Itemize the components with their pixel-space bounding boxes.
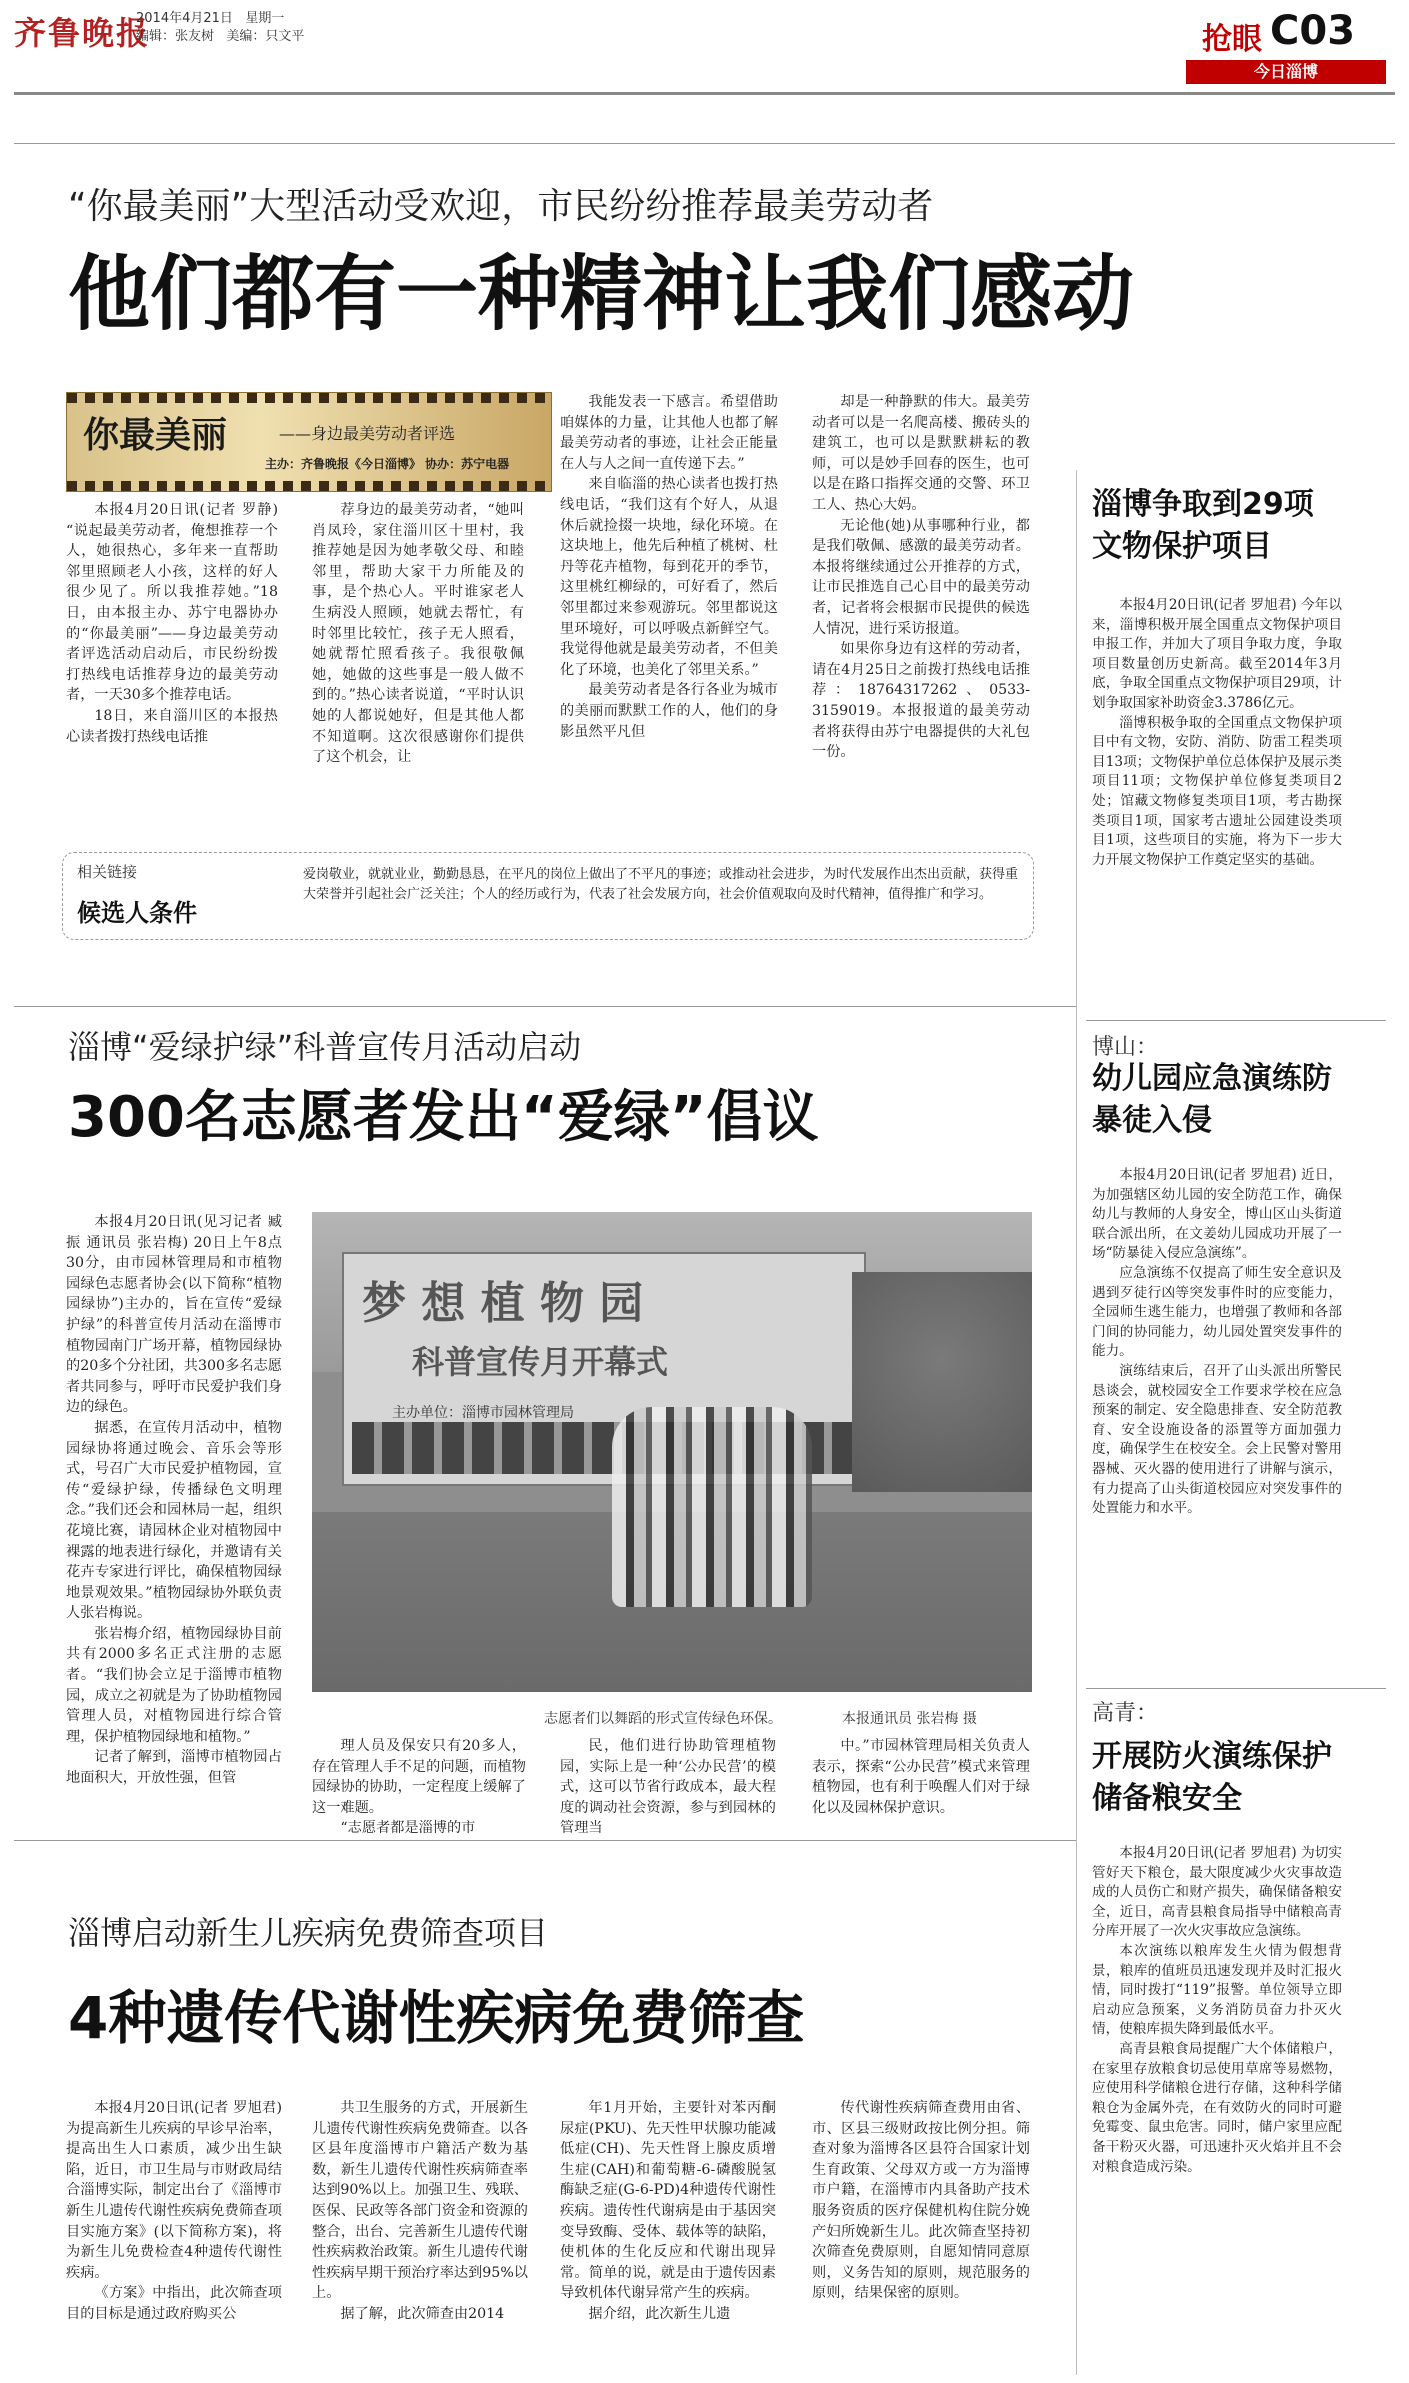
story1-col3 [560, 392, 778, 820]
issue-weekday: 星期一 [245, 11, 285, 26]
photo-credit: 本报通讯员 张岩梅 摄 [842, 1711, 977, 1727]
story2-col3: 民，他们进行协助管理植物园，实际上是一种‘公办民营’的模式，这可以节省行政成本，最大程度的调动社会资源，参与到园林的管理当 [560, 1738, 776, 1837]
banner-sponsor: 主办：齐鲁晚报《今日淄博》 协办：苏宁电器 [265, 457, 510, 471]
banner-logo: 你最美丽 [83, 414, 228, 456]
sidebar-s3-text [1092, 1844, 1342, 2364]
paragraph: 最美劳动者是各行各业为城市的美丽而默默工作的人，他们的身影虽然平凡但 [560, 682, 778, 740]
masthead-meta [136, 10, 304, 46]
photo-caption: 志愿者们以舞蹈的形式宣传绿色环保。 [544, 1711, 782, 1727]
page-number: C03 [1270, 8, 1356, 54]
sidebar-s1-text [1092, 596, 1342, 986]
related-box [62, 852, 1034, 940]
story3-headline: 4种遗传代谢性疾病免费筛查 [68, 1984, 805, 2052]
photo-banner-title: 梦 想 植 物 园 [362, 1278, 644, 1329]
paragraph: 本报4月20日讯(记者 罗旭君) 今年以来，淄博积极开展全国重点文物保护项目申报工作，并加大了项目争取力度，争取项目数量创历史新高。截至2014年3月底，争取全国重点文物保护项目29项，计划争取国家补助资金3.3786亿元。 [1092, 597, 1342, 711]
story1-col1 [66, 500, 278, 820]
story3-col1 [66, 2098, 282, 2368]
photo-banner-host: 主办单位：淄博市园林管理局 [392, 1405, 574, 1421]
paragraph: 本报4月20日讯(见习记者 臧振 通讯员 张岩梅) 20日上午8点30分，由市园林管理局和市植物园绿色志愿者协会(以下简称“植物园绿协”)主办的，旨在宣传“爱绿护绿”的科普宣传月活动在淄博市植物园南门广场开幕，植物园绿协的20多个分社团，共300多名志愿者共同参与，呼吁市民爱护我们身边的绿色。 [66, 1214, 282, 1416]
paragraph: 据悉，在宣传月活动中，植物园绿协将通过晚会、音乐会等形式，号召广大市民爱护植物园，宣传“爱绿护绿，传播绿色文明理念。”我们还会和园林局一起，组织花境比赛，请园林企业对植物园中裸露的地表进行绿化，并邀请有关花卉专家进行评比，确保植物园绿地景观效果。”植物园绿协外联负责人张岩梅说。 [66, 1419, 282, 1622]
story2-col1 [66, 1212, 282, 1822]
divider-1 [14, 1006, 1076, 1007]
banner-tagline: ——身边最美劳动者评选 [279, 424, 456, 443]
paragraph: 18日，来自淄川区的本报热心读者拨打热线电话推 [66, 707, 278, 745]
sidebar-divider-1 [1086, 1020, 1386, 1021]
paragraph: 《方案》中指出，此次筛查项目的目标是通过政府购买公 [66, 2285, 282, 2322]
story2-photo [312, 1212, 1032, 1692]
paragraph: 演练结束后，召开了山头派出所警民恳谈会，就校园安全工作要求学校在应急预案的制定、安全隐患排查、安全防范教育、安全设施设备的添置等方面加强力度，确保学生在校安全。会上民警对警用器械、灭火器的使用进行了讲解与演示，有力提高了山头街道校园应对突发事件的处置能力和水平。 [1092, 1362, 1342, 1517]
related-tag: 相关链接 [77, 863, 138, 881]
designer-credit: 美编：只文平 [226, 29, 305, 44]
paragraph: 本次演练以粮库发生火情为假想背景，粮库的值班员迅速发现并及时汇报火情，同时拨打“119”报警。单位领导立即启动应急预案，义务消防员奋力扑灭火情，使粮库损失降到最低水平。 [1092, 1942, 1342, 2038]
related-title: 候选人条件 [77, 899, 197, 927]
sidebar-s2-text [1092, 1166, 1342, 1654]
paragraph: 据介绍，此次新生儿遗 [588, 2305, 731, 2322]
sidebar-divider-2 [1086, 1688, 1386, 1689]
campaign-banner [66, 392, 552, 492]
story1-col2: 荐身边的最美劳动者，“她叫肖凤玲，家住淄川区十里村，我推荐她是因为她孝敬父母、和睦邻里，帮助大家干力所能及的事，是个热心人。平时谁家老人生病没人照顾，她就去帮忙，有时邻里比较忙，孩子无人照看，她就帮忙照看孩子。我很敬佩她，她做的这些事是一般人做不到的。”热心读者说道，“平时认识她的人都说她好，但是其他人都不知道啊。这次很感谢你们提供了这个机会，让 [312, 502, 524, 766]
section-label: 抢眼 [1202, 22, 1262, 57]
paragraph: 据了解，此次筛查由2014 [340, 2305, 505, 2322]
top-rule [14, 92, 1395, 95]
film-strip-top [67, 393, 551, 403]
photo-trees [852, 1272, 1032, 1492]
story1-kicker: “你最美丽”大型活动受欢迎，市民纷纷推荐最美劳动者 [68, 186, 934, 227]
story2-kicker: 淄博“爱绿护绿”科普宣传月活动启动 [68, 1028, 582, 1066]
story1-col4 [812, 392, 1030, 820]
paragraph: 理人员及保安只有20多人，存在管理人手不足的问题，而植物园绿协的协助，一定程度上缓解了这一难题。 [312, 1738, 526, 1816]
paragraph: 如果你身边有这样的劳动者，请在4月25日之前拨打热线电话推荐：18764317262、0533-3159019。本报报道的最美劳动者将获得由苏宁电器提供的大礼包一份。 [812, 641, 1030, 761]
story1-headline: 他们都有一种精神让我们感动 [68, 247, 1135, 342]
story3-kicker: 淄博启动新生儿疾病免费筛查项目 [68, 1914, 549, 1952]
story3-col2 [312, 2098, 528, 2368]
film-strip-bottom [67, 481, 551, 491]
story3-col4: 传代谢性疾病筛查费用由省、市、区县三级财政按比例分担。筛查对象为淄博各区县符合国家计划生育政策、父母双方或一方为淄博市户籍，在淄博市内具备助产技术服务资质的医疗保健机构住院分娩产妇所娩新生儿。此次筛查坚持初次筛查免费原则，自愿知情同意原则，义务告知的原则，规范服务的原则，结果保密的原则。 [812, 2100, 1030, 2302]
sidebar-s2-title: 幼儿园应急演练防暴徒入侵 [1092, 1061, 1332, 1138]
paragraph: 本报4月20日讯(记者 罗旭君) 为提高新生儿疾病的早诊早治率，提高出生人口素质，减少出生缺陷，近日，市卫生局与市财政局结合淄博实际，制定出台了《淄博市新生儿遗传代谢性疾病免费筛查项目实施方案》(以下简称方案)，将为新生儿免费检查4种遗传代谢性疾病。 [66, 2100, 282, 2281]
paragraph: 共卫生服务的方式，开展新生儿遗传代谢性疾病免费筛查。以各区县年度淄博市户籍活产数为基数，新生儿遗传代谢性疾病筛查率达到90%以上。加强卫生、残联、医保、民政等各部门资金和资源的整合，出台、完善新生儿遗传代谢性疾病救治政策。新生儿遗传代谢性疾病早期干预治疗率达到95%以上。 [312, 2100, 528, 2302]
photo-banner-subtitle: 科普宣传月开幕式 [412, 1343, 669, 1381]
paragraph: 来自临淄的热心读者也拨打热线电话，“我们这有个好人，从退休后就捡掇一块地，绿化环境。在这块地上，他先后种植了桃树、杜丹等花卉植物，每到花开的季节，这里桃红柳绿的，可好看了，然后邻里都过来参观游玩。邻里都说这里环境好，可以呼吸点新鲜空气。我觉得他就是最美劳动者，不但美化了环境，也美化了邻里关系。” [560, 476, 778, 678]
paragraph: 张岩梅介绍，植物园绿协目前共有2000多名正式注册的志愿者。“我们协会立足于淄博市植物园，成立之初就是为了协助植物园管理人员，对植物园进行综合管理，保护植物园绿地和植物。” [66, 1625, 282, 1745]
photo-dancers [612, 1407, 812, 1607]
paragraph: 本报4月20日讯(记者 罗静) “说起最美劳动者，俺想推荐一个人，她很热心，多年来一直帮助邻里照顾老人小孩，这样的好人很少见了。所以我推荐她。”18日，由本报主办、苏宁电器协办的“你最美丽”——身边最美劳动者评选活动启动后，市民纷纷拨打热线电话推荐身边的最美劳动者，一天30多个推荐电话。 [66, 502, 278, 704]
related-text: 爱岗敬业，就就业业，勤勤恳恳，在平凡的岗位上做出了不平凡的事迹；或推动社会进步，为时代发展作出杰出贡献，获得重大荣誉并引起社会广泛关注；个人的经历或行为，代表了社会发展方向，社会价值观取向及时代精神，值得推广和学习。 [303, 867, 1019, 902]
paragraph: 记者了解到，淄博市植物园占地面积大，开放性强，但管 [66, 1749, 282, 1787]
paragraph: 我能发表一下感言。希望借助咱媒体的力量，让其他人也都了解最美劳动者的事迹，让社会正能量在人与人之间一直传递下去。” [560, 394, 778, 472]
story2-headline: 300名志愿者发出“爱绿”倡议 [68, 1085, 819, 1150]
sidebar-s2-kicker: 博山： [1092, 1035, 1159, 1060]
paragraph: 年1月开始，主要针对苯丙酮尿症(PKU)、先天性甲状腺功能减低症(CH)、先天性肾上腺皮质增生症(CAH)和葡萄糖-6-磷酸脱氢酶缺乏症(G-6-PD)4种遗传代谢性疾病。遗传性代谢病是由于基因突变导致酶、受体、载体等的缺陷，使机体的生化反应和代谢出现异常。简单的说，就是由于遗传因素导致机体代谢异常产生的疾病。 [560, 2100, 776, 2302]
sidebar-s3-title: 开展防火演练保护储备粮安全 [1092, 1739, 1332, 1816]
paragraph: 本报4月20日讯(记者 罗旭君) 为切实管好天下粮仓，最大限度减少火灾事故造成的人员伤亡和财产损失，确保储备粮安全，近日，高青县粮食局指导中储粮高青分库开展了一次火灾事故应急演练。 [1092, 1845, 1342, 1940]
story3-col3 [560, 2098, 776, 2368]
sidebar-rule [1076, 470, 1077, 2375]
paragraph: 应急演练不仅提高了师生安全意识及遇到歹徒行凶等突发事件时的应变能力，全园师生逃生能力，也增强了教师和各部门间的协同能力，幼儿园处置突发事件的能力。 [1092, 1264, 1342, 1360]
paragraph: 却是一种静默的伟大。最美劳动者可以是一名爬高楼、搬砖头的建筑工，也可以是默默耕耘的教师，可以是妙手回春的医生，也可以是在路口指挥交通的交警、环卫工人、热心大妈。 [812, 394, 1030, 513]
sidebar-s3-kicker: 高青： [1092, 1701, 1159, 1726]
paragraph: 无论他(她)从事哪种行业，都是我们敬佩、感激的最美劳动者。本报将继续通过公开推荐的方式，让市民推选自己心目中的最美劳动者，记者将会根据市民提供的候选人情况，进行采访报道。 [812, 517, 1030, 637]
story2-col2 [312, 1736, 526, 1837]
paragraph: 高青县粮食局提醒广大个体储粮户，在家里存放粮食切忌使用草席等易燃物，应使用科学储粮仓进行存储，这种科学储粮仓为金属外壳，在有效防火的同时可避免霉变、鼠虫危害。同时，储户家里应配备干粉灭火器，可迅速扑灭火焰并且不会对粮食造成污染。 [1092, 2040, 1342, 2175]
top-rule-2 [14, 143, 1395, 144]
paragraph: 淄博积极争取的全国重点文物保护项目中有文物，安防、消防、防雷工程类项目13项；文物保护单位总体保护及展示类项目11项；文物保护单位修复类项目2处；馆藏文物修复类项目1项，考古勘探类项目1项，国家考古遗址公园建设类项目1项，这些项目的实施，将为下一步大力开展文物保护工作奠定坚实的基础。 [1092, 714, 1342, 868]
issue-date: 2014年4月21日 [136, 11, 233, 26]
editor-credit: 编辑：张友树 [136, 29, 215, 44]
story2-col4: 中。”市园林管理局相关负责人表示，探索“公办民营”模式来管理植物园，也有利于唤醒人们对于绿化以及园林保护意识。 [812, 1738, 1030, 1816]
paragraph: “志愿者都是淄博的市 [340, 1820, 476, 1837]
paragraph: 本报4月20日讯(记者 罗旭君) 近日，为加强辖区幼儿园的安全防范工作，确保幼儿与教师的人身安全，博山区山头街道联合派出所，在文姜幼儿园成功开展了一场“防暴徒入侵应急演练”。 [1092, 1167, 1342, 1262]
masthead-logo: 齐鲁晚报 [14, 14, 151, 52]
section-sub: 今日淄博 [1186, 60, 1386, 84]
divider-2 [14, 1840, 1076, 1841]
sidebar-s1-title: 淄博争取到29项文物保护项目 [1092, 487, 1314, 564]
